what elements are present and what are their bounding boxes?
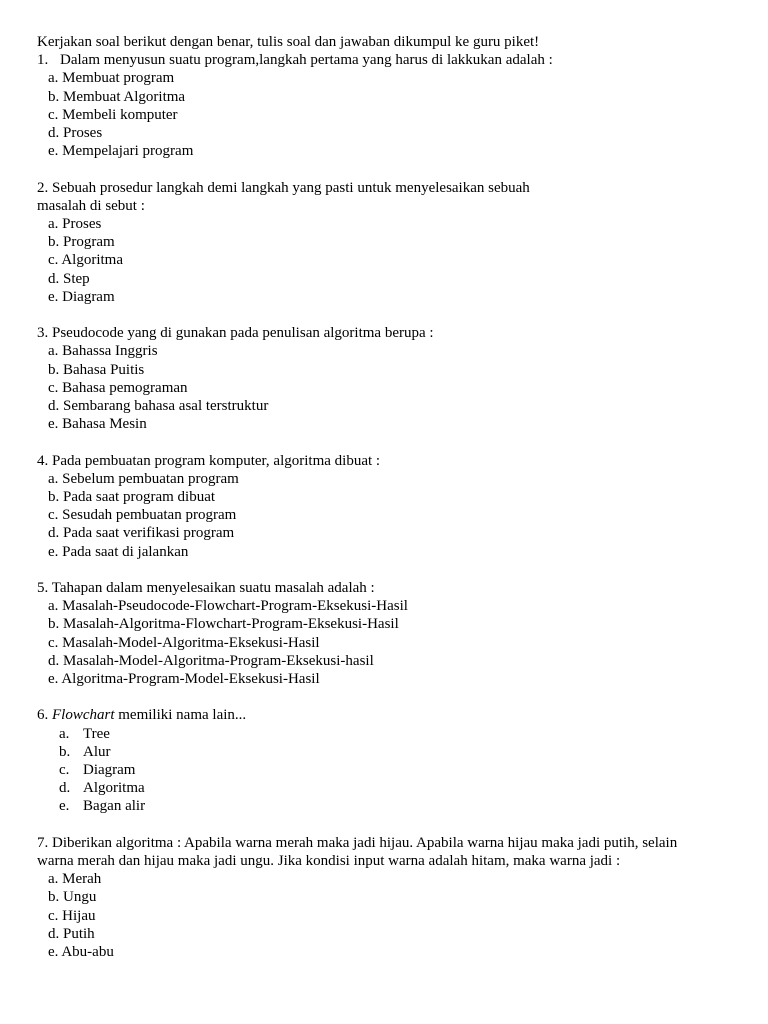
option-text: Alur <box>83 743 111 760</box>
question-5-option-e: e. Algoritma-Program-Model-Eksekusi-Hasil <box>48 671 320 688</box>
question-6-text: memiliki nama lain... <box>118 707 247 724</box>
question-5-option-b: b. Masalah-Algoritma-Flowchart-Program-Eksekusi-Hasil <box>48 616 399 633</box>
option-text: Algoritma <box>83 780 145 797</box>
question-1-option-d: d. Proses <box>48 125 103 142</box>
question-5-text: 5. Tahapan dalam menyelesaikan suatu masalah adalah : <box>37 580 375 597</box>
spacer <box>37 306 737 324</box>
option-letter: d. <box>59 780 71 797</box>
question-4-option-a: a. Sebelum pembuatan program <box>48 470 239 487</box>
option-letter: b. <box>59 743 71 760</box>
question-3-option-c: c. Bahasa pemograman <box>48 379 188 396</box>
question-6-option-b <box>37 743 737 761</box>
question-1-number: 1. <box>37 52 49 69</box>
question-1-option-e: e. Mempelajari program <box>48 143 194 160</box>
spacer <box>37 688 737 706</box>
question-4-option-b: b. Pada saat program dibuat <box>48 489 216 506</box>
question-3-option-e: e. Bahasa Mesin <box>48 416 147 433</box>
option-letter: e. <box>59 798 70 815</box>
question-3-option-b: b. Bahasa Puitis <box>48 361 145 378</box>
question-7-option-c: c. Hijau <box>48 907 96 924</box>
option-text: Tree <box>83 725 110 742</box>
option-text: Bagan alir <box>83 798 146 815</box>
spacer <box>37 433 737 451</box>
option-letter: a. <box>59 725 70 742</box>
option-letter: c. <box>59 762 70 779</box>
question-6-option-a <box>37 725 737 743</box>
question-7-option-b: b. Ungu <box>48 889 97 906</box>
question-7-option-e: e. Abu-abu <box>48 944 114 961</box>
question-2-option-e: e. Diagram <box>48 288 115 305</box>
question-1-option-a: a. Membuat program <box>48 70 175 87</box>
document-page <box>37 33 737 961</box>
question-6-option-c <box>37 761 737 779</box>
question-2-line-2: masalah di sebut : <box>37 197 145 214</box>
question-2-option-d: d. Step <box>48 270 90 287</box>
question-6-option-d <box>37 779 737 797</box>
question-2-option-a: a. Proses <box>48 216 102 233</box>
question-3-text: 3. Pseudocode yang di gunakan pada penulisan algoritma berupa : <box>37 325 434 342</box>
question-3-option-a: a. Bahassa Inggris <box>48 343 158 360</box>
question-1 <box>37 51 737 69</box>
question-5-option-d: d. Masalah-Model-Algoritma-Program-Eksekusi-hasil <box>48 652 374 669</box>
question-6-number: 6. <box>37 707 49 724</box>
question-4-option-c: c. Sesudah pembuatan program <box>48 507 237 524</box>
question-5-option-a: a. Masalah-Pseudocode-Flowchart-Program-Eksekusi-Hasil <box>48 598 408 615</box>
question-1-option-b: b. Membuat Algoritma <box>48 88 186 105</box>
question-4-option-d: d. Pada saat verifikasi program <box>48 525 235 542</box>
question-2-line-1: 2. Sebuah prosedur langkah demi langkah yang pasti untuk menyelesaikan sebuah <box>37 179 530 196</box>
question-7-option-a: a. Merah <box>48 871 102 888</box>
question-4-option-e: e. Pada saat di jalankan <box>48 543 189 560</box>
spacer <box>37 561 737 579</box>
question-2-option-c: c. Algoritma <box>48 252 123 269</box>
spacer <box>37 160 737 178</box>
instruction-text: Kerjakan soal berikut dengan benar, tulis soal dan jawaban dikumpul ke guru piket! <box>37 34 540 50</box>
spacer <box>37 816 737 834</box>
question-1-text: Dalam menyusun suatu program,langkah pertama yang harus di lakkukan adalah : <box>60 52 553 69</box>
question-6 <box>37 706 737 724</box>
question-2-option-b: b. Program <box>48 234 115 251</box>
question-6-option-e <box>37 797 737 815</box>
question-6-term: Flowchart <box>52 707 115 724</box>
question-7-line-1: 7. Diberikan algoritma : Apabila warna merah maka jadi hijau. Apabila warna hijau maka jadi putih, selain <box>37 834 678 851</box>
question-5-option-c: c. Masalah-Model-Algoritma-Eksekusi-Hasil <box>48 634 320 651</box>
question-1-option-c: c. Membeli komputer <box>48 106 178 123</box>
question-7-line-2: warna merah dan hijau maka jadi ungu. Jika kondisi input warna adalah hitam, maka warna jadi : <box>37 853 621 870</box>
question-7-option-d: d. Putih <box>48 925 95 942</box>
question-4-text: 4. Pada pembuatan program komputer, algoritma dibuat : <box>37 452 381 469</box>
question-3-option-d: d. Sembarang bahasa asal terstruktur <box>48 398 269 415</box>
option-text: Diagram <box>83 762 136 779</box>
